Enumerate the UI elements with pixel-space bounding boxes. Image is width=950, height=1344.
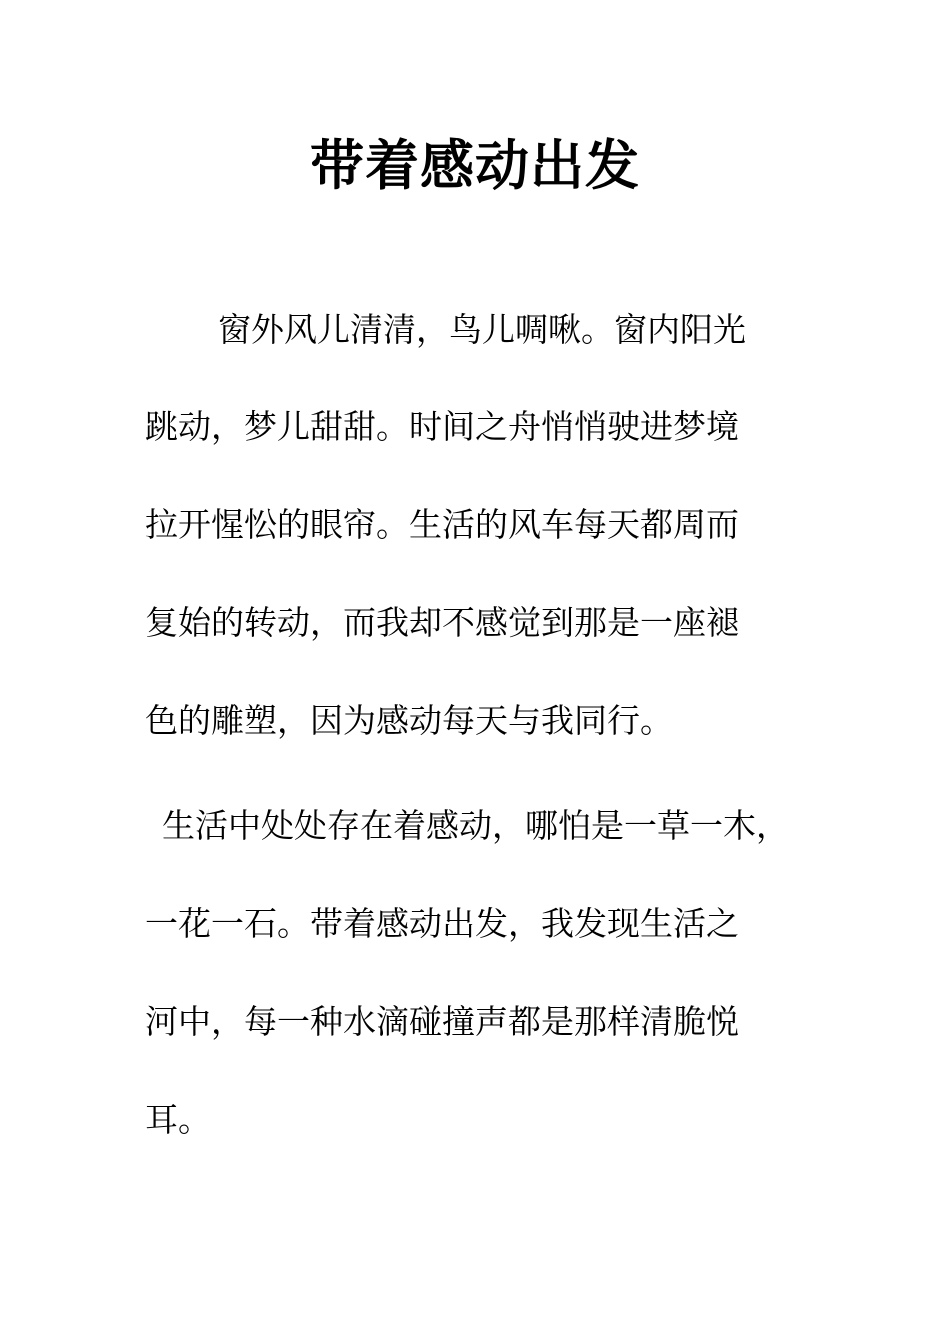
paragraph-line: 生活中处处存在着感动，哪怕是一草一木， <box>162 806 789 845</box>
document-title: 带着感动出发 <box>310 134 640 197</box>
paragraph-line: 色的雕塑，因为感动每天与我同行。 <box>145 701 673 740</box>
paragraph-line: 复始的转动，而我却不感觉到那是一座褪 <box>145 603 739 642</box>
paragraph-line: 耳。 <box>145 1100 211 1139</box>
paragraph-line: 跳动，梦儿甜甜。时间之舟悄悄驶进梦境 <box>145 407 739 446</box>
paragraph-line: 河中，每一种水滴碰撞声都是那样清脆悦 <box>145 1002 739 1041</box>
paragraph-line: 拉开惺忪的眼帘。生活的风车每天都周而 <box>145 505 739 544</box>
paragraph-line: 窗外风儿清清，鸟儿啁啾。窗内阳光 <box>218 310 746 349</box>
paragraph-line: 一花一石。带着感动出发，我发现生活之 <box>145 904 739 943</box>
